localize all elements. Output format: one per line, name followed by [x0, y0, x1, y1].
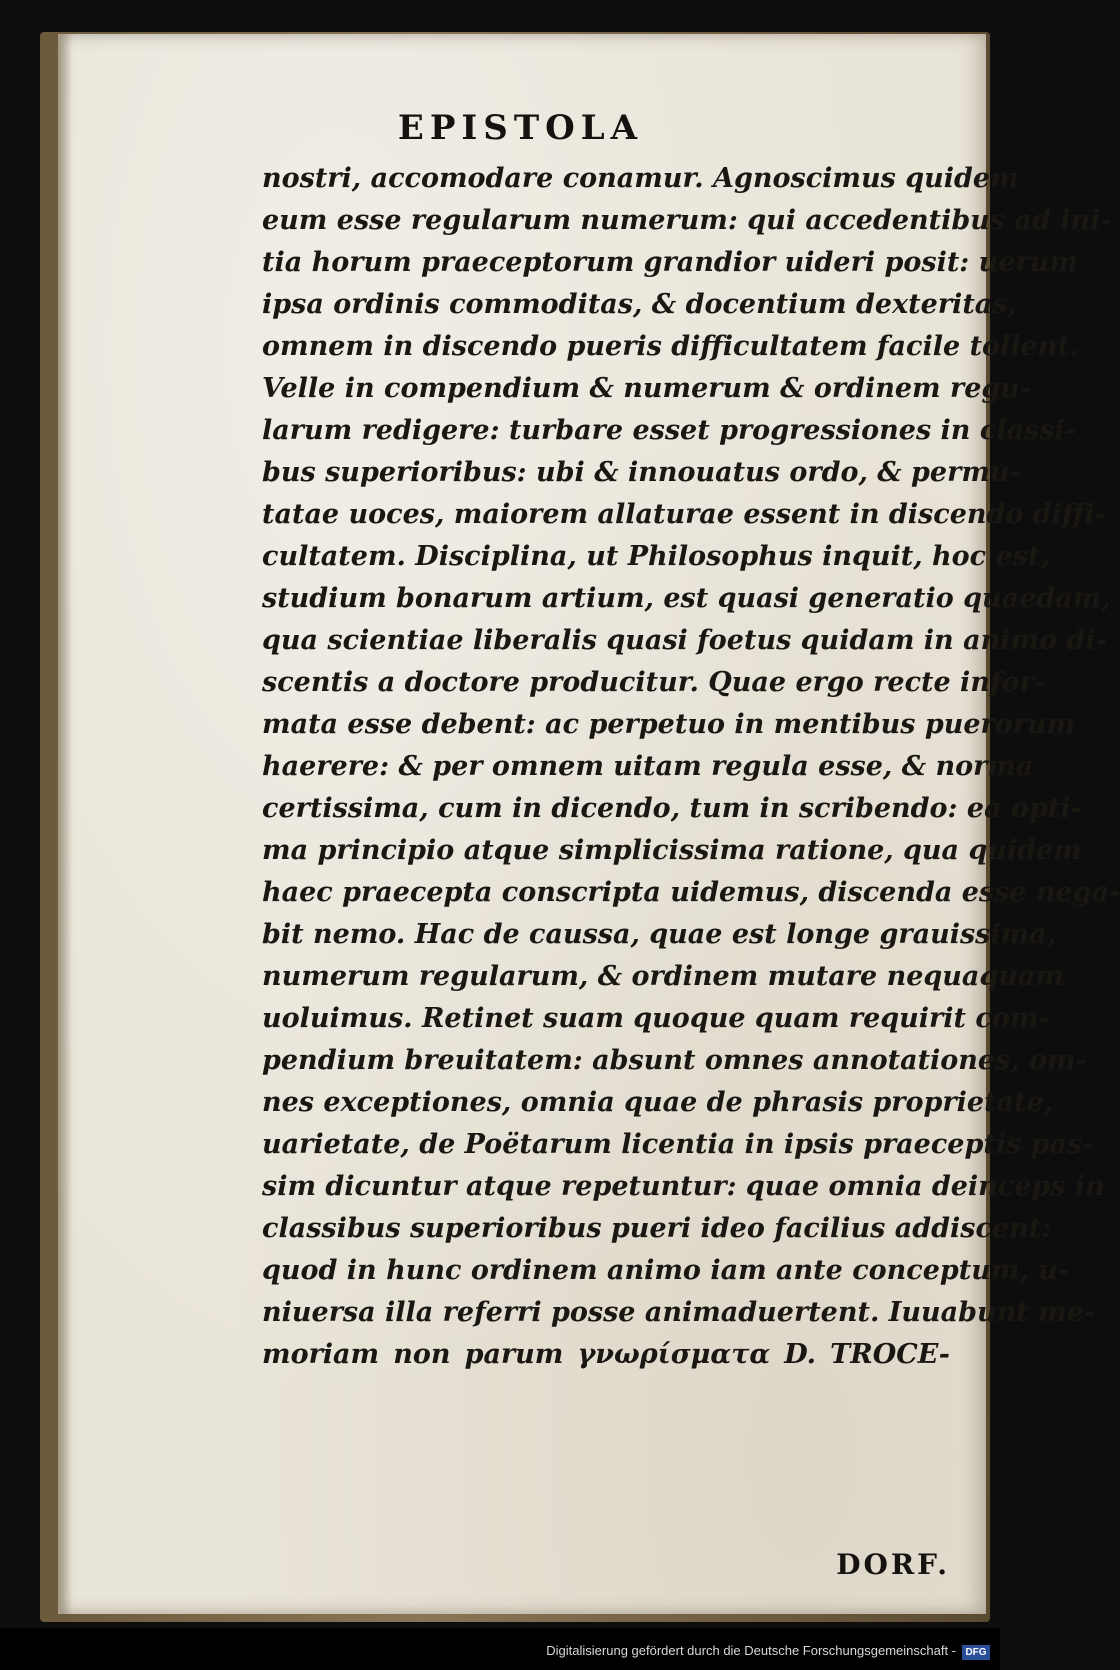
text-line: numerum regularum, & ordinem mutare nequaquam [262, 961, 1064, 992]
text-line: qua scientiae liberalis quasi foetus quidam in animo di- [262, 625, 1107, 656]
text-line: ma principio atque simplicissima ratione, qua quidem [262, 835, 1082, 866]
text-line: studium bonarum artium, est quasi generatio quaedam, [262, 583, 1111, 614]
text-line: ipsa ordinis commoditas, & docentium dexteritas, [262, 289, 1017, 320]
text-line: moriam non parum γνωρίσματα D. TROCE- [262, 1339, 950, 1370]
text-line: larum redigere: turbare esset progressiones in classi- [262, 415, 1076, 446]
text-line: haerere: & per omnem uitam regula esse, & norma [262, 751, 1034, 782]
text-line: sim dicuntur atque repetuntur: quae omnia deinceps in [262, 1171, 1105, 1202]
footer-bar [0, 1628, 1000, 1670]
page-fold-shadow [58, 34, 72, 1614]
text-line: nostri, accomodare conamur. Agnoscimus quidem [262, 163, 1019, 194]
dfg-logo: DFG [962, 1645, 990, 1660]
text-line: scentis a doctore producitur. Quae ergo recte infor- [262, 667, 1045, 698]
text-line: quod in hunc ordinem animo iam ante conceptum, u- [262, 1255, 1070, 1286]
body-text [262, 158, 1120, 1376]
text-line: mata esse debent: ac perpetuo in mentibus puerorum [262, 709, 1076, 740]
text-line: tatae uoces, maiorem allaturae essent in discendo diffi- [262, 499, 1106, 530]
text-line: certissima, cum in dicendo, tum in scribendo: ea opti- [262, 793, 1082, 824]
text-line: cultatem. Disciplina, ut Philosophus inquit, hoc est, [262, 541, 1050, 572]
text-line: nes exceptiones, omnia quae de phrasis proprietate, [262, 1087, 1054, 1118]
text-line: haec praecepta conscripta uidemus, discenda esse nega- [262, 877, 1120, 908]
text-line: bus superioribus: ubi & innouatus ordo, & permu- [262, 457, 1021, 488]
text-line: tia horum praeceptorum grandior uideri posit: uerum [262, 247, 1078, 278]
catchword: DORF. [836, 1548, 950, 1581]
text-line: classibus superioribus pueri ideo facilius addiscent: [262, 1213, 1052, 1244]
text-line: pendium breuitatem: absunt omnes annotationes, om- [262, 1045, 1087, 1076]
footer-credit: Digitalisierung gefördert durch die Deutsche Forschungsgemeinschaft - [546, 1643, 956, 1658]
text-line: niuersa illa referri posse animaduertent. Iuuabunt me- [262, 1297, 1096, 1328]
text-line: Velle in compendium & numerum & ordinem regu- [262, 373, 1032, 404]
text-line: uarietate, de Poëtarum licentia in ipsis praeceptis pas- [262, 1129, 1094, 1160]
text-line: bit nemo. Hac de caussa, quae est longe grauissima, [262, 919, 1057, 950]
page-header: EPISTOLA [397, 108, 644, 148]
text-line: omnem in discendo pueris difficultatem facile tollent. [262, 331, 1080, 362]
text-line: uoluimus. Retinet suam quoque quam requirit com- [262, 1003, 1050, 1034]
text-line: eum esse regularum numerum: qui accedentibus ad ini- [262, 205, 1112, 236]
